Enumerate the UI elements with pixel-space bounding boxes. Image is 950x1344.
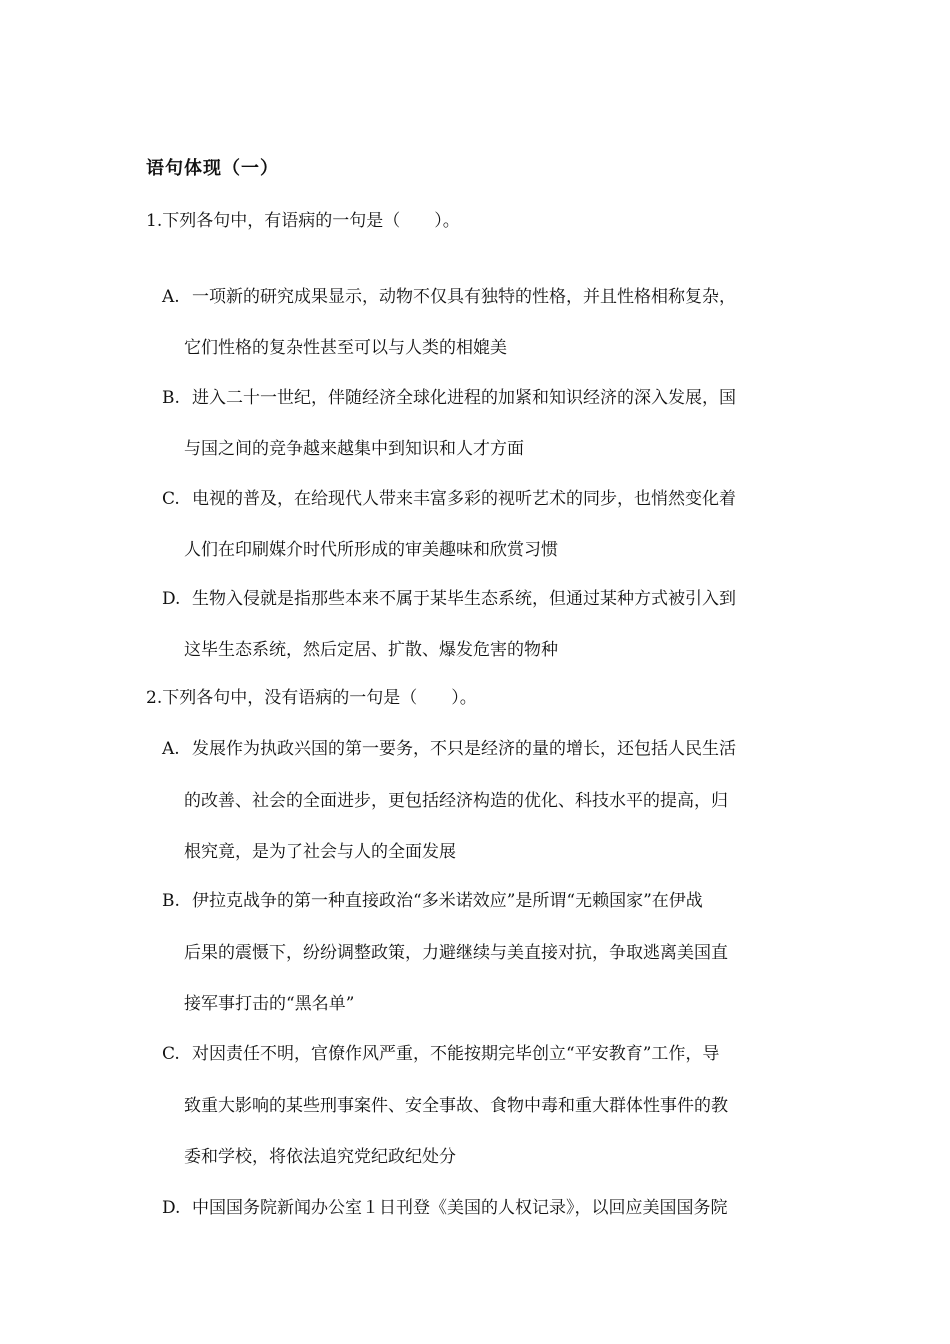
option-line: 一项新的研究成果显示，动物不仅具有独特的性格，并且性格相称复杂， bbox=[192, 287, 736, 307]
question-1-option-d bbox=[162, 584, 736, 609]
option-line: 进入二十一世纪，伴随经济全球化进程的加紧和知识经济的深入发展，国 bbox=[192, 388, 736, 408]
question-2-stem: 2.下列各句中，没有语病的一句是（ ）。 bbox=[146, 688, 477, 708]
option-letter: D. bbox=[162, 589, 181, 609]
option-letter: B. bbox=[162, 388, 180, 408]
question-2-option-a-line-2: 的改善、社会的全面进步，更包括经济构造的优化、科技水平的提高，归 bbox=[184, 791, 728, 811]
option-line: 发展作为执政兴国的第一要务，不只是经济的量的增长，还包括人民生活 bbox=[192, 739, 736, 759]
option-line: 伊拉克战争的第一种直接政治“多米诺效应”是所谓“无赖国家”在伊战 bbox=[192, 891, 703, 911]
question-2-option-d bbox=[162, 1193, 728, 1218]
question-1-option-c bbox=[162, 484, 736, 509]
option-line: 电视的普及，在给现代人带来丰富多彩的视听艺术的同步，也悄然变化着 bbox=[192, 489, 736, 509]
question-2-option-b-line-3: 接军事打击的“黑名单” bbox=[184, 994, 355, 1014]
question-2-option-c bbox=[162, 1039, 719, 1064]
question-2-option-b-line-2: 后果的震慑下，纷纷调整政策，力避继续与美直接对抗，争取逃离美国直 bbox=[184, 943, 728, 963]
option-letter: A. bbox=[162, 287, 180, 307]
option-letter: D. bbox=[162, 1198, 181, 1218]
question-1-stem: 1.下列各句中，有语病的一句是（ ）。 bbox=[146, 211, 460, 231]
question-2-option-c-line-2: 致重大影响的某些刑事案件、安全事故、食物中毒和重大群体性事件的教 bbox=[184, 1096, 728, 1116]
question-1-option-d-line-2: 这毕生态系统，然后定居、扩散、爆发危害的物种 bbox=[184, 640, 558, 660]
option-letter: C. bbox=[162, 1044, 180, 1064]
option-line: 中国国务院新闻办公室１日刊登《美国的人权记录》，以回应美国国务院 bbox=[192, 1198, 728, 1218]
question-1-option-a-line-2: 它们性格的复杂性甚至可以与人类的相媲美 bbox=[184, 338, 507, 358]
question-1-option-a bbox=[162, 282, 736, 307]
option-letter: A. bbox=[162, 739, 180, 759]
question-1-option-b bbox=[162, 383, 736, 408]
question-2-option-b bbox=[162, 886, 703, 911]
option-letter: B. bbox=[162, 891, 180, 911]
question-2-option-c-line-3: 委和学校，将依法追究党纪政纪处分 bbox=[184, 1147, 456, 1167]
option-line: 对因责任不明，官僚作风严重，不能按期完毕创立“平安教育”工作，导 bbox=[192, 1044, 720, 1064]
question-2-option-a-line-3: 根究竟，是为了社会与人的全面发展 bbox=[184, 842, 456, 862]
question-2-option-a bbox=[162, 734, 736, 759]
question-1-option-b-line-2: 与国之间的竞争越来越集中到知识和人才方面 bbox=[184, 439, 524, 459]
option-letter: C. bbox=[162, 489, 180, 509]
page-title: 语句体现（一） bbox=[146, 158, 279, 179]
option-line: 生物入侵就是指那些本来不属于某毕生态系统，但通过某种方式被引入到 bbox=[192, 589, 736, 609]
question-1-option-c-line-2: 人们在印刷媒介时代所形成的审美趣味和欣赏习惯 bbox=[184, 540, 558, 560]
